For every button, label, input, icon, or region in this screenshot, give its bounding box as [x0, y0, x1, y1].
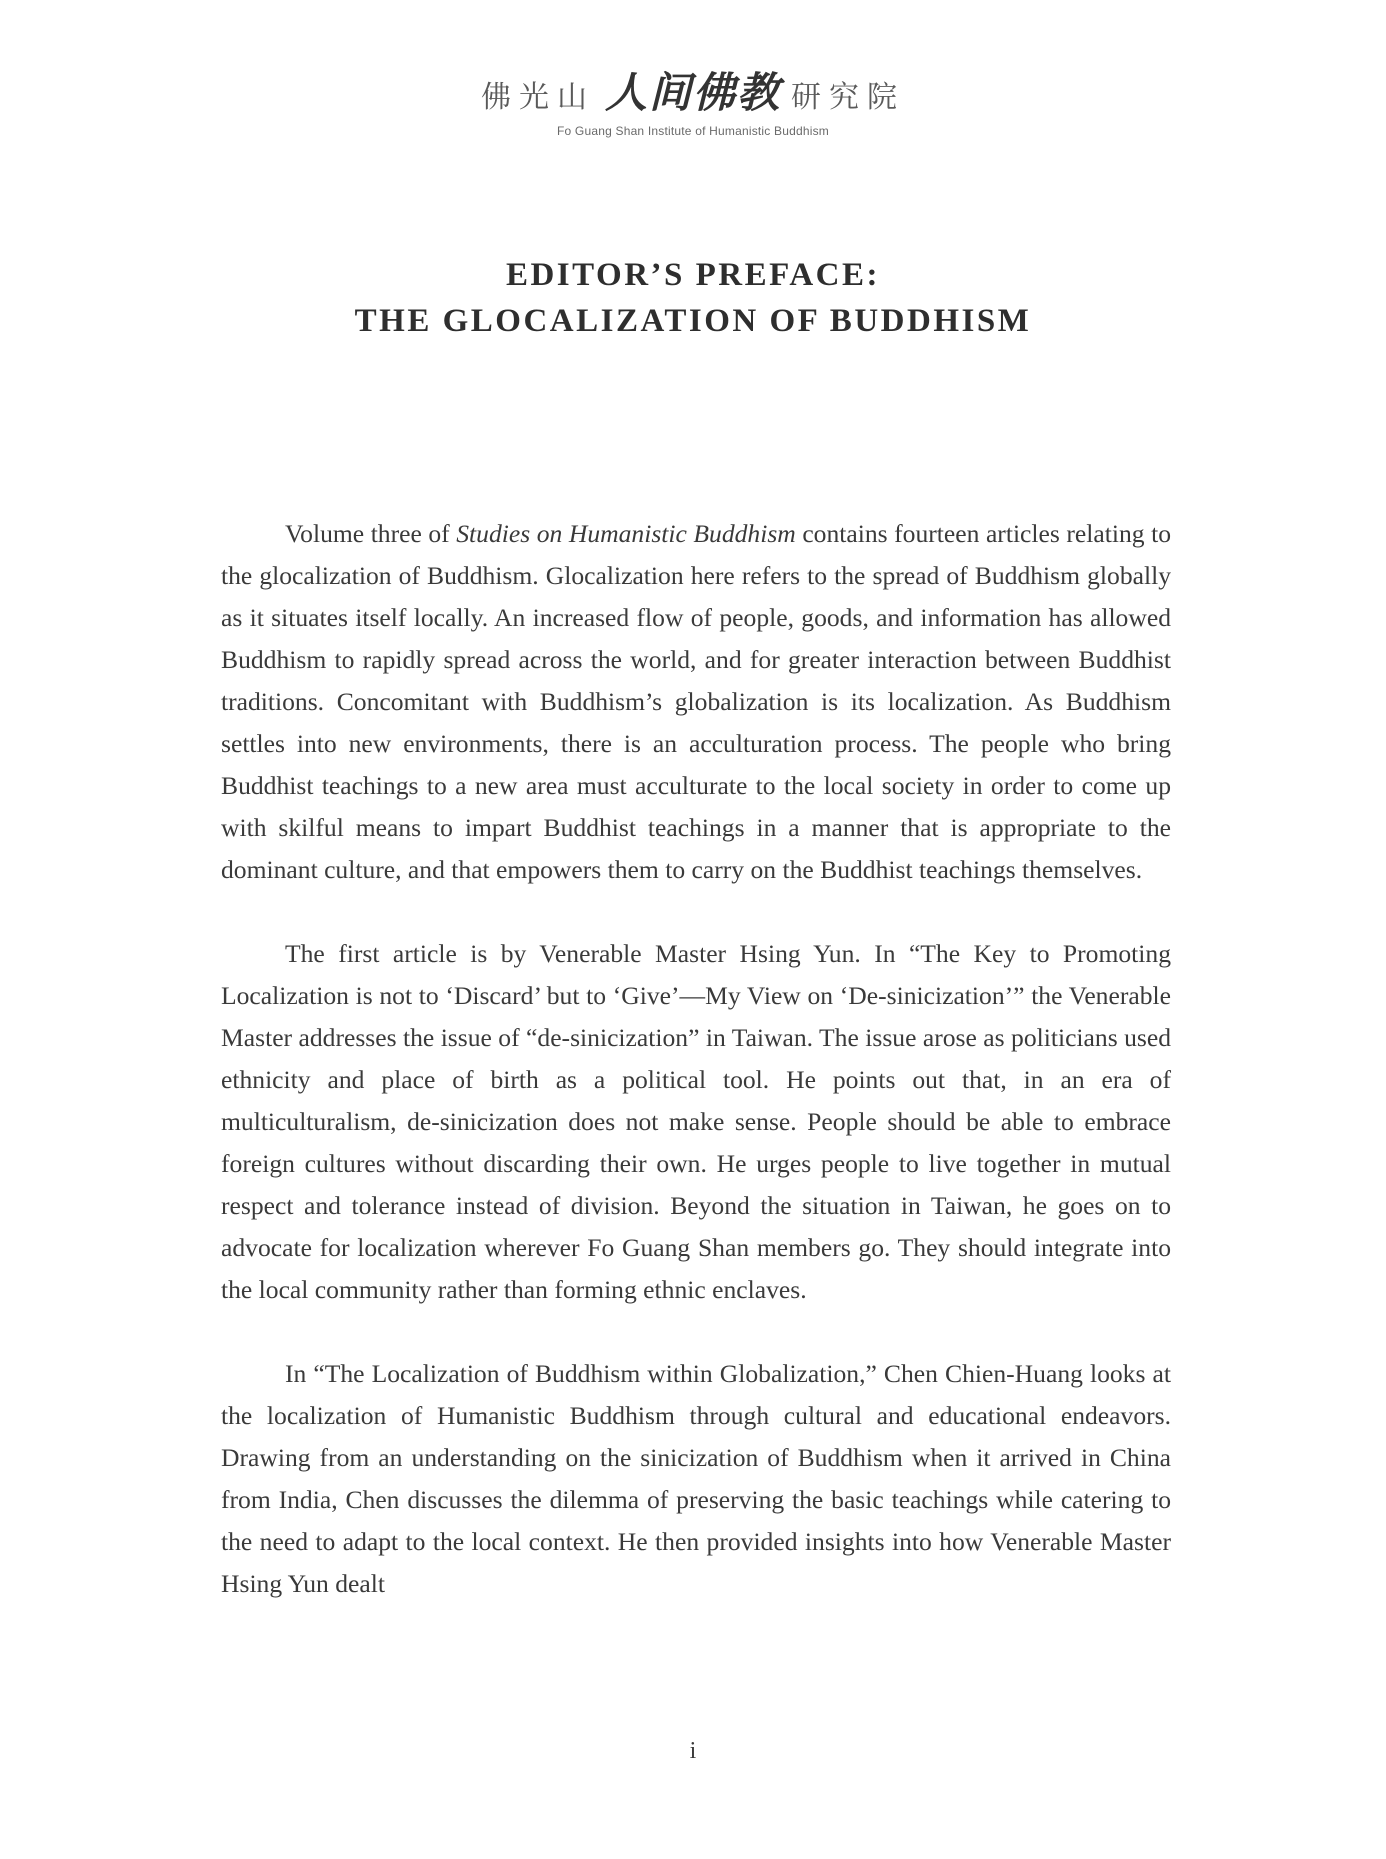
paragraph-2: The first article is by Venerable Master Hsing Yun. In “The Key to Promoting Localization is not to ‘Discard’ but to ‘Give’—My View on ‘De-sinicization’” the Venerable Master addresses the issue of “de-sinicization” in Taiwan. The issue arose as politicians used ethnicity and place of birth as a political tool. He points out that, in an era of multiculturalism, de-sinicization does not make sense. People should be able to embrace foreign cultures without discarding their own. He urges people to live together in mutual respect and tolerance instead of division. Beyond the situation in Taiwan, he goes on to advocate for localization wherever Fo Guang Shan members go. They should integrate into the local community rather than forming ethnic enclaves.: [221, 939, 1171, 1304]
paragraph-1: [221, 513, 1171, 891]
book-title-italic: Studies on Humanistic Buddhism: [456, 519, 796, 548]
title-line-1: EDITOR’S PREFACE:: [505, 257, 881, 293]
article-body: [221, 513, 1171, 1647]
logo-chinese: [481, 60, 905, 120]
title-line-2: THE GLOCALIZATION OF BUDDHISM: [354, 303, 1032, 339]
logo-text-institute: 研究院: [791, 80, 905, 115]
paragraph-1-rest: contains fourteen articles relating to the glocalization of Buddhism. Glocalization here refers to the spread of Buddhism globally as it situates itself locally. An increased flow of people, goods, and information has allowed Buddhism to rapidly spread across the world, and for greater interaction between Buddhist traditions. Concomitant with Buddhism’s globalization is its localization. As Buddhism settles into new environments, there is an acculturation process. The people who bring Buddhist teachings to a new area must acculturate to the local society in order to come up with skilful means to impart Buddhist teachings in a manner that is appropriate to the dominant culture, and that empowers them to carry on the Buddhist teachings themselves.: [221, 519, 1171, 884]
page-number: i: [689, 1738, 697, 1764]
institute-logo: [0, 60, 1386, 138]
logo-text-humanistic-buddhism: 人间佛教: [604, 68, 781, 117]
page-title: [0, 252, 1386, 344]
paragraph-1-lead: Volume three of: [285, 519, 457, 548]
logo-text-fo-guang-shan: 佛光山: [480, 80, 595, 115]
logo-subtitle: Fo Guang Shan Institute of Humanistic Buddhism: [556, 124, 829, 138]
paragraph-3: In “The Localization of Buddhism within Globalization,” Chen Chien-Huang looks at the localization of Humanistic Buddhism through cultural and educational endeavors. Drawing from an understanding on the sinicization of Buddhism when it arrived in China from India, Chen discusses the dilemma of preserving the basic teachings while catering to the need to adapt to the local context. He then provided insights into how Venerable Master Hsing Yun dealt: [221, 1359, 1171, 1598]
